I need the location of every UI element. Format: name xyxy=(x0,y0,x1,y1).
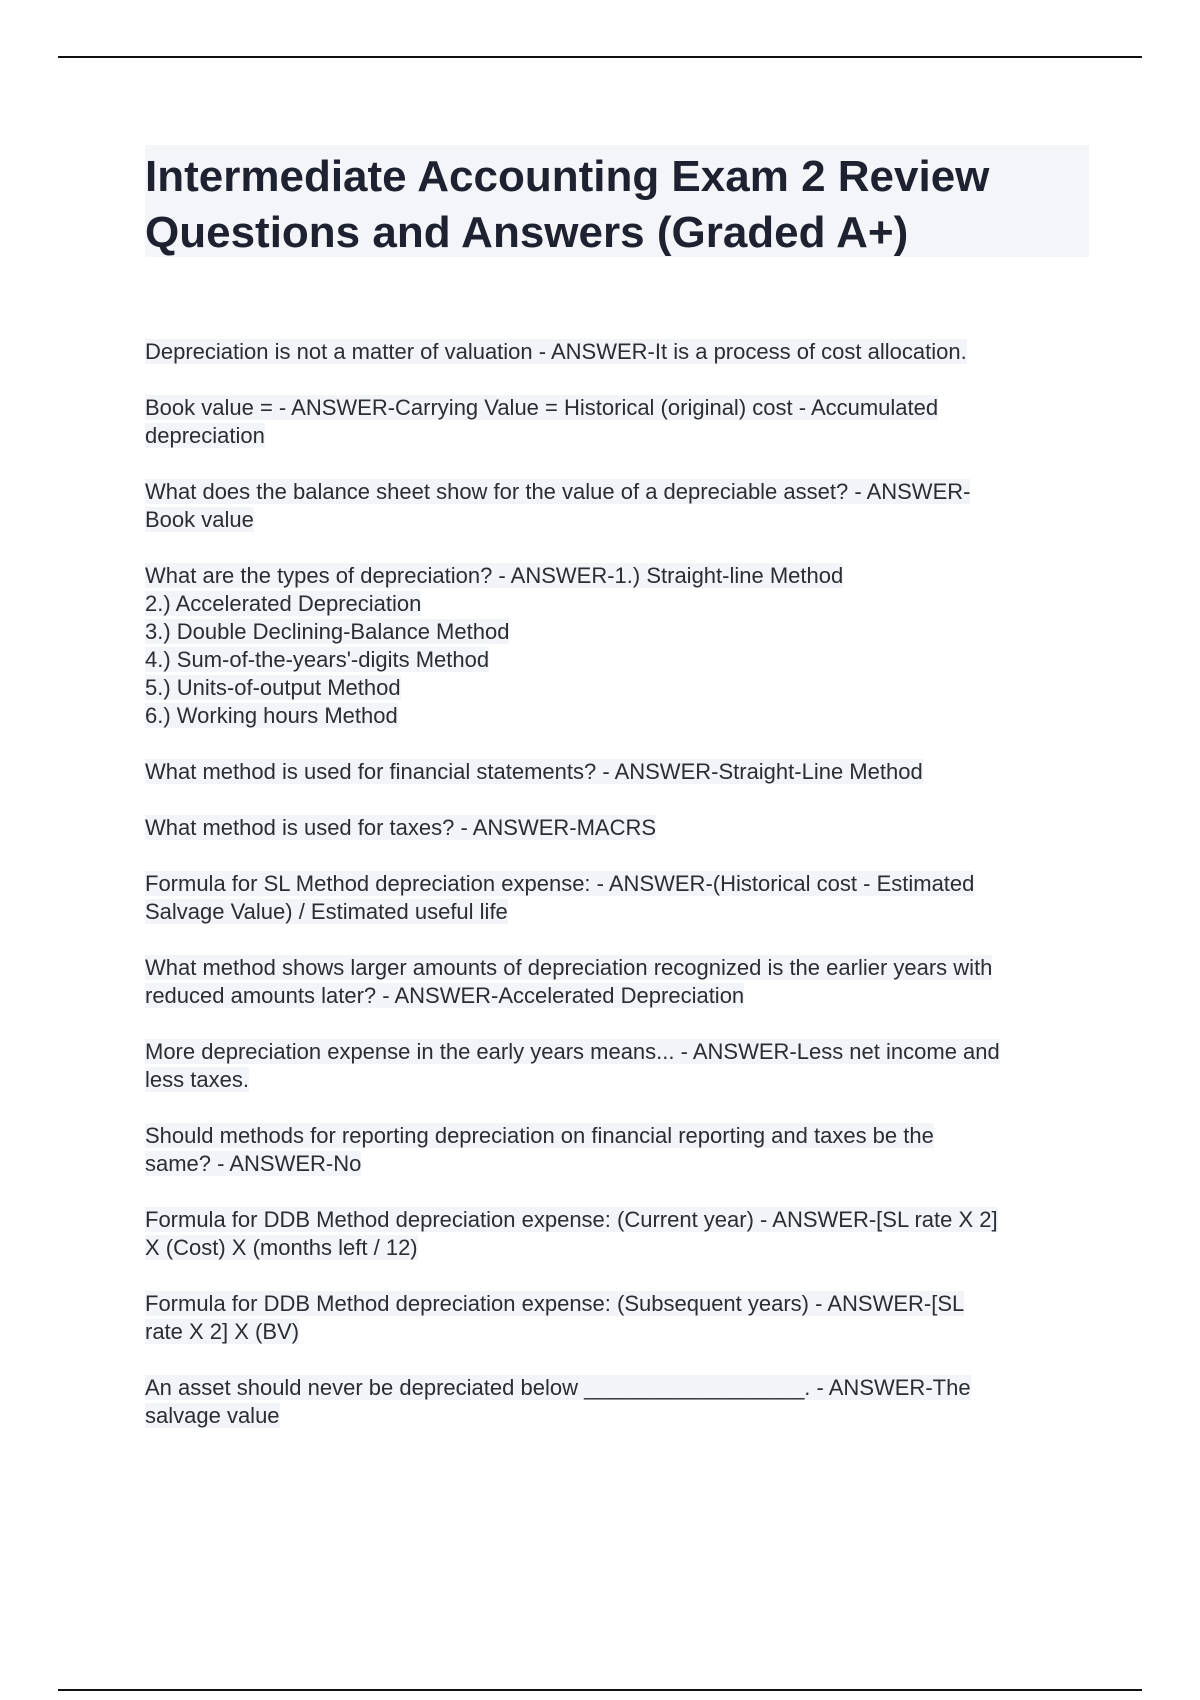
qa-text: What are the types of depreciation? - ANSWER-1.) Straight-line Method 2.) Accelerated Depreciation 3.) Double Declining-Balance Method 4.) Sum-of-the-years'-digits Method 5.) Units-of-output Method 6.) Working hours Method xyxy=(145,563,844,728)
qa-item xyxy=(145,562,1095,730)
qa-text: Depreciation is not a matter of valuation - ANSWER-It is a process of cost allocation. xyxy=(145,339,967,364)
qa-text: Book value = - ANSWER-Carrying Value = Historical (original) cost - Accumulated depreciation xyxy=(145,395,939,448)
title-line-1: Intermediate Accounting Exam 2 Review xyxy=(145,152,990,201)
qa-text: Should methods for reporting depreciation on financial reporting and taxes be the same? - ANSWER-No xyxy=(145,1123,934,1176)
qa-text: What does the balance sheet show for the value of a depreciable asset? - ANSWER- Book value xyxy=(145,479,971,532)
qa-item xyxy=(145,1374,1095,1430)
qa-item xyxy=(145,1206,1095,1262)
qa-list xyxy=(145,338,1095,1430)
title-line-2: Questions and Answers (Graded A+) xyxy=(145,208,909,257)
document-title xyxy=(145,145,1089,257)
bottom-rule xyxy=(58,1689,1142,1691)
qa-item xyxy=(145,954,1095,1010)
qa-text: Formula for DDB Method depreciation expense: (Current year) - ANSWER-[SL rate X 2] X (Cost) X (months left / 12) xyxy=(145,1207,998,1260)
qa-item xyxy=(145,870,1095,926)
qa-text: Formula for DDB Method depreciation expense: (Subsequent years) - ANSWER-[SL rate X 2] X (BV) xyxy=(145,1291,965,1344)
qa-item xyxy=(145,1290,1095,1346)
qa-text: What method shows larger amounts of depreciation recognized is the earlier years with reduced amounts later? - ANSWER-Accelerated Depreciation xyxy=(145,955,993,1008)
qa-text: What method is used for financial statements? - ANSWER-Straight-Line Method xyxy=(145,759,923,784)
qa-item xyxy=(145,1038,1095,1094)
qa-item xyxy=(145,1122,1095,1178)
qa-text: An asset should never be depreciated below __________________. - ANSWER-The salvage value xyxy=(145,1375,971,1428)
qa-item xyxy=(145,814,1095,842)
qa-text: More depreciation expense in the early years means... - ANSWER-Less net income and less taxes. xyxy=(145,1039,1000,1092)
top-rule xyxy=(58,56,1142,58)
qa-item xyxy=(145,478,1095,534)
qa-item xyxy=(145,338,1095,366)
qa-item xyxy=(145,394,1095,450)
qa-item xyxy=(145,758,1095,786)
qa-text: What method is used for taxes? - ANSWER-MACRS xyxy=(145,815,657,840)
qa-text: Formula for SL Method depreciation expense: - ANSWER-(Historical cost - Estimated Salvage Value) / Estimated useful life xyxy=(145,871,975,924)
